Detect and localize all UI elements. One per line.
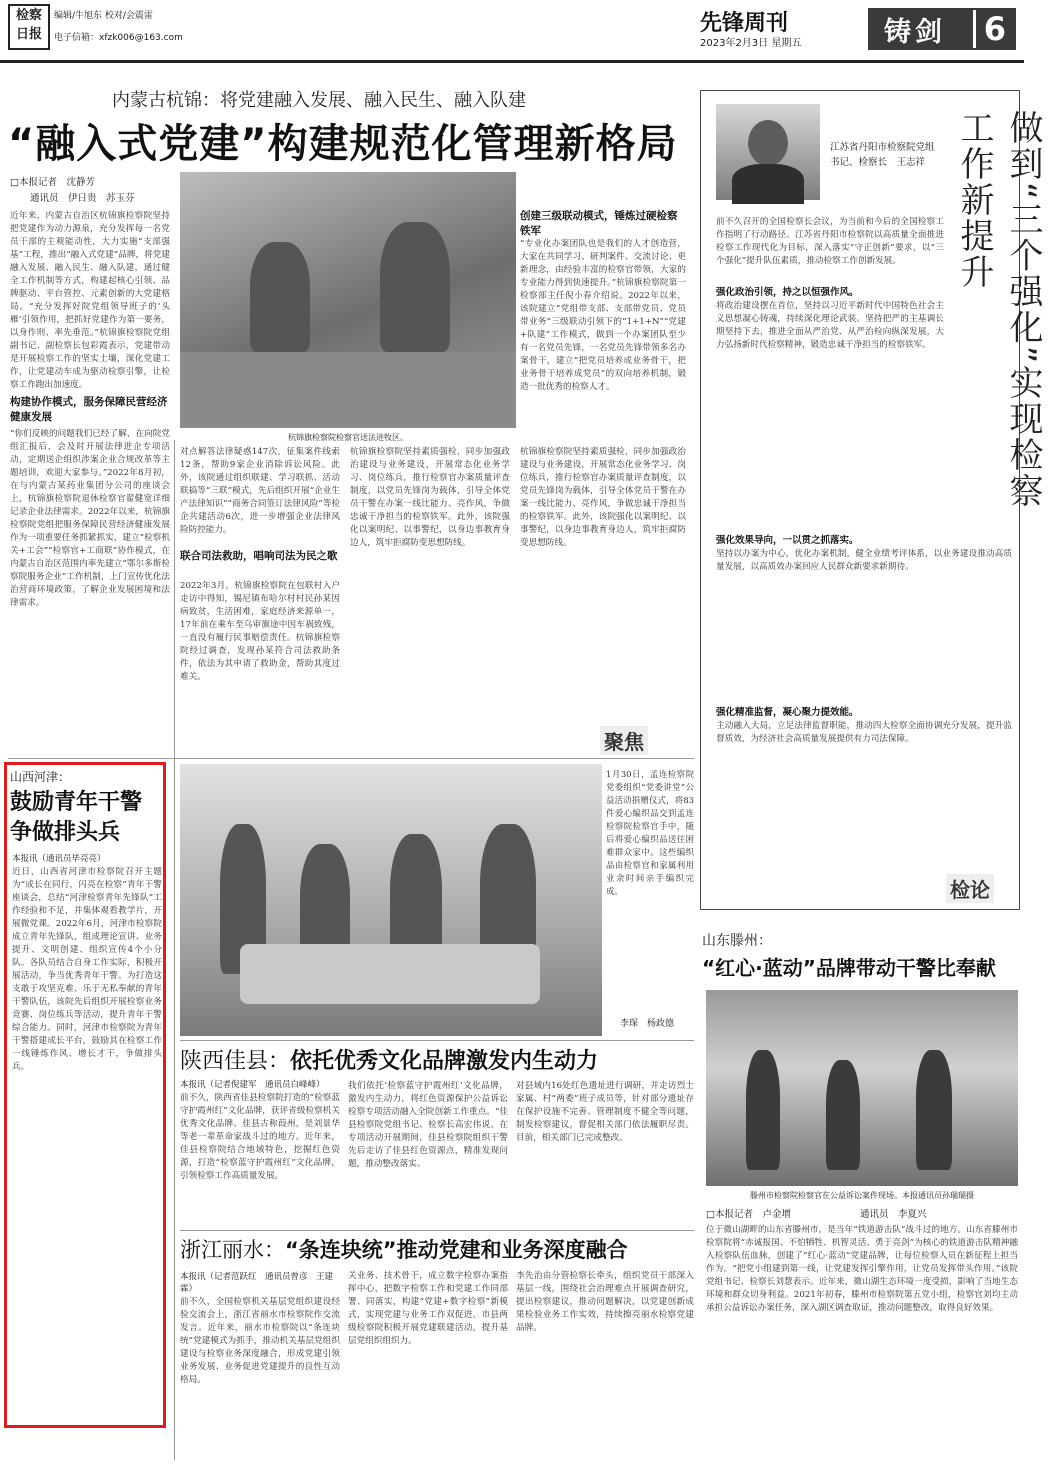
column-name: 铸剑 [884, 16, 946, 48]
commentary-author: 江苏省丹阳市检察院党组书记、检察长 王志祥 [830, 142, 935, 168]
tengzhou-photo [706, 990, 1018, 1186]
hejin-body: 近日，山西省河津市检察院召开主题为“成长在同行，闪亮在检察”青年干警座谈会，总结“河津检察青年先锋队”工作经验和不足，并集体观看教学片，开展微党课。2022年6月，河津市检察院成立青年先锋队，组成理论宣讲、业务提升、文明创建、组织宣传4个小分队。各队员结合自身工作实际，积极开展活动，争当优秀青年干警。为打造这支敢于攻坚克难、乐于无私奉献的青年干警队伍，该院先后组织开展检察业务竞赛、岗位练兵等活动，提升青年干警综合能力。同时，河津市检察院为青年干警搭建成长平台，鼓励其在检察工作一线锤炼作风、增长才干，争做排头兵。 [12, 867, 162, 1072]
lead-body-1: 近年来，内蒙古自治区杭锦旗检察院坚持把党建作为动力源泉，充分发挥每一名党员干部的主观能动性，大力实施“支部强基”工程，推出“融入式党建”品牌，将党建融入发展、融入民生、融入队建，通过健全工作机制等方式，构建起核心引领、品牌驱动、平台管控、元素创新的大党建格局。“充分发挥好院党组领导班子的‘头雁’引领作用，把抓好党建作为第一要务，以身作则、率先垂范。”杭锦旗检察院党组副书记、副检察长包彩霞表示，党建带动是开展检察工作的坚实土壤，深化党建工作，让党建动车成为驱动检察引擎，让检察工作跑出加速度。 [10, 211, 170, 390]
lead-subhead-2: 联合司法救助，唱响司法为民之歌 [180, 550, 338, 562]
jiaxian-headline: 依托优秀文化品牌激发内生动力 [290, 1049, 599, 1074]
jiaxian-body-1: 前不久，陕西省佳县检察院打造的“检察蓝守护霞州红”文化品牌，获评省级检察机关优秀文化品牌。佳县古称葭州，是刘景华等老一辈革命家战斗过的地方。近年来，佳县检察院结合地域特色，挖掘红色资源，打造“检察蓝守护霞州红”文化品牌，引领检察工作高质量发展。 [180, 1093, 340, 1181]
lead-headline: “融入式党建”构建规范化管理新格局 [8, 121, 678, 167]
tengzhou-byline-1: □本报记者 卢金增 [706, 1209, 791, 1220]
lead-body-5: 杭锦旗检察院坚持素质强检，同步加强政治建设与业务建设，开展常态化业务学习、岗位练兵，推行检察官办案质量评查制度，以党员先锋岗为载体，引导全体党员干警在办案一线比能力、亮作风，争做忠诚干净担当的检察铁军。此外，该院强化以案明纪、以事警纪，以身边事教育身边人，筑牢拒腐防变思想防线。 [520, 447, 686, 548]
lead-body-1b: “你们反映的问题我们已经了解，在向院党组汇报后，会及时开展法律进企专项活动，定期送企组织涉案企业合规改革等主题培训，欢迎大家参与。”2022年8月初，在与内蒙古某药业集团分公司的座谈会上，杭锦旗检察院退休检察官翟健宽详细记录企业法律需求。2022年以来，杭锦旗检察院党组把服务保障民营经济健康发展作为一项重要任务抓紧抓实，建立“检察机关+工会”“检察官+工商联”协作模式，在内蒙古自治区范围内率先建立“鄂尔多斯检察院服务企业”工作机制，上门宣传优化法治营商环境政策，了解企业发展困境和法律需求。 [10, 429, 170, 608]
lead-subhead-1: 构建协作模式，服务保障民营经济健康发展 [10, 396, 168, 423]
commentary-lead: 前不久召开的全国检察长会议，为当前和今后的全国检察工作指明了行动路径。江苏省丹阳市检察院以高质量全面推进检察工作现代化为目标，深入落实“守正创新”要求，以“三个强化”提升队伍素质，推动检察工作创新发展。 [716, 217, 944, 266]
section-divider [180, 1040, 694, 1041]
commentary-stamp: 检论 [946, 874, 994, 903]
lead-photo [180, 172, 516, 428]
jiaxian-body-2: 我们依托‘检察蓝守护霞州红’文化品牌，激发内生动力，将红色资源保护公益诉讼检察专项活动融入全院创新工作重点。“佳县检察院党组书记、检察长高宏伟说。在专项活动开展期间，佳县检察院组织干警先后走访了佳县红色资源点，精准发现问题，推动整改落实。 [348, 1081, 508, 1169]
lead-body-2b: 2022年3月，杭锦旗检察院在包联村入户走访中得知，锡尼镇布哈尔村村民孙某因病致贫，生活困难，家庭经济来源单一，17年前在乘车至乌审旗途中因车祸致残，一直没有履行民事赔偿责任。杭锦旗检察院经过调查，发现孙某符合司法救助条件，依法为其申请了救助金，帮助其度过难关。 [180, 581, 340, 682]
jiaxian-headline-row [180, 1044, 700, 1075]
commentary-text-1: 将政治建设摆在首位，坚持以习近平新时代中国特色社会主义思想凝心铸魂，持续深化理论武装。坚持把严的主基调长期坚持下去，推进全面从严治党、从严治检向纵深发展，大力弘扬新时代检察精神，锻造忠诚干净担当的检察铁军。 [716, 301, 944, 350]
commentary-text-2: 坚持以办案为中心，优化办案机制，健全业绩考评体系，以业务建设推动高质量发展，以高质效办案回应人民群众新要求新期待。 [716, 549, 1012, 572]
hejin-headline: 鼓励青年干警争做排头兵 [10, 790, 143, 845]
lishui-body-3: 李先治由分管检察长牵头，组织党员干部深入基层一线，围绕社会治理难点开展调查研究，提出检察建议，推动问题解决，以党建创新成果检验业务工作实效，持续擦亮丽水检察党建品牌。 [516, 1271, 694, 1333]
lead-subhead-3: 创建三级联动模式，锤炼过硬检察铁军 [520, 210, 678, 237]
masthead-left [8, 4, 248, 50]
page-number: 6 [973, 10, 1006, 48]
column-divider [174, 440, 175, 1460]
section-divider [8, 758, 694, 759]
tengzhou-photo-caption: 滕州市检察院检察官在公益诉讼案件现场。本报通讯员孙瑞瑞摄 [750, 1191, 974, 1200]
page-brand [700, 2, 1016, 54]
email-line[interactable]: 电子信箱：xfzk006@163.com [54, 33, 183, 43]
masthead-rule [0, 60, 1024, 63]
newspaper-logo: 检察日报 [8, 4, 50, 50]
focus-stamp: 聚焦 [600, 726, 648, 755]
commentary-sub-3: 强化精准监督，凝心聚力提效能。 [716, 707, 859, 718]
commentary-sub-2: 强化效果导向，一以贯之抓落实。 [716, 535, 859, 546]
tengzhou-byline-2: 通讯员 李夏兴 [860, 1209, 927, 1220]
lead-kicker: 内蒙古杭锦：将党建融入发展、融入民生、融入队建 [112, 90, 526, 111]
editors-line: 编辑/牛旭东 校对/会震雷 [54, 11, 153, 21]
lead-photo-caption: 杭锦旗检察院检察官送法进牧区。 [288, 433, 408, 442]
lead-body-3: 杭锦旗检察院坚持素质强检，同步加强政治建设与业务建设，开展常态化业务学习、岗位练兵，推行检察官办案质量评查制度，以党员先锋岗为载体，引导全体党员干警在办案一线比能力、亮作风，争做忠诚干净担当的检察铁军。此外，该院强化以案明纪、以事警纪，以身边事教育身边人，筑牢拒腐防变思想防线。 [350, 447, 510, 548]
jiaxian-byline: 本报讯（记者倪建军 通讯员白峰峰） [180, 1080, 325, 1090]
tengzhou-body: 位于微山湖畔的山东省滕州市，是当年“铁道游击队”战斗过的地方。山东省滕州市检察院将“赤诚报国、不怕牺牲、机智灵活、勇于亮剑”为核心的铁道游击队精神融入检察队伍血脉，创建了“红心·蓝动”党建品牌，让每位检察人员在新征程上担当作为。“把党小组建到第一线，让党建发挥引擎作用，让党员发挥带头作用。”该院党组书记、检察长刘慧表示。近年来，微山湖生态环境一度受损，影响了当地生态环境和群众切身利益。2021年初春，滕州市检察院第五党小组，检察官刘均主动承担公益诉讼办案任务，深入湖区调查取证，推动问题整改，取得良好效果。 [706, 1225, 1018, 1313]
lishui-headline: “条连块统”推动党建和业务深度融合 [285, 1238, 628, 1262]
hejin-kicker: 山西河津： [10, 770, 71, 784]
column-badge [868, 8, 1016, 50]
commentary-title: 做到“三个强化”实现检察工作新提升 [954, 110, 1043, 510]
feature-photo [180, 764, 602, 1036]
commentary-text-3: 主动融入大局，立足法律监督职能，推动四大检察全面协调充分发展，提升监督质效，为经济社会高质量发展提供有力司法保障。 [716, 721, 1012, 744]
section-name: 先锋周刊 [700, 11, 789, 36]
commentary-sub-1: 强化政治引领，持之以恒强作风。 [716, 287, 859, 298]
section-divider [180, 1230, 694, 1231]
tengzhou-headline: “红心·蓝动”品牌带动干警比奉献 [702, 956, 996, 980]
lishui-byline: 本报讯（记者范跃红 通讯员曾彦 王建霖） [180, 1272, 334, 1294]
feature-credit: 李琛 杨政德 [620, 1019, 675, 1029]
issue-date: 2023年2月3日 星期五 [700, 38, 802, 49]
lead-body-2: 对点解答法律疑惑147次，征集案件线索12条，帮助9家企业消除诉讼风险。此外，该院通过组织联建、学习联抓、活动联搞等“三联”模式，先后组织开展“企业生产法律知识”“商务合同签订法律风险”等检企共建活动6次，进一步增强企业法律风险防控能力。 [180, 447, 340, 535]
author-portrait [716, 104, 820, 200]
lishui-headline-row [180, 1234, 700, 1264]
lead-body-4: “专业化办案团队也是我们的人才创造营，大家在共同学习、研判案件、交流讨论、更新理念，由经验丰富的检察官带领，大家的专业能力得到快速提升。”杭锦旗检察院第一检察部主任倪小春介绍说。2022年以来，该院建立“党组带支部、支部带党员、党员带业务”三级联动引领下的“1+1+N”“党建+队建”工作模式，做到一个办案团队至少有一名党员先锋，一名党员先锋带领多名办案骨干，建立“把党员培养成业务骨干，把业务骨干培养成党员”的双向培养机制，锻造一批优秀的检察人才。 [520, 239, 686, 392]
tengzhou-kicker: 山东滕州： [702, 933, 772, 949]
lead-byline-2: 通讯员 伊日贵 苏玉芬 [30, 193, 135, 204]
lishui-body-2: 关业务、技术骨干，成立数字检察办案指挥中心，把数字检察工作和党建工作同部署、同落实，构建“党建+数字检察”新模式，实现党建与业务工作双促进。市县两级检察院积极开展党建联建活动，提升基层党组织组织力。 [348, 1271, 508, 1346]
lishui-kicker: 浙江丽水： [180, 1238, 285, 1262]
lead-byline-1: □本报记者 沈静芳 [10, 177, 95, 188]
lishui-body-1: 前不久，全国检察机关基层党组织建设经验交流会上，浙江省丽水市检察院作交流发言。近年来，丽水市检察院以“条连块统”党建模式为抓手，推动机关基层党组织建设与检察业务深度融合，形成党建引领业务发展、业务促进党建提升的良性互动格局。 [180, 1297, 340, 1385]
hejin-byline: 本报讯（通讯员毕亮亮） [12, 854, 106, 864]
jiaxian-body-3: 对县域内16处红色遗址进行调研，并走访烈士家属、村“两委”班子成员等，针对部分遗址存在保护设施不完善、管理制度不健全等问题，制发检察建议，督促相关部门依法履职尽责。目前，相关部门已完成整改。 [516, 1081, 694, 1143]
feature-caption: 1月30日，孟连检察院党委组织“党委讲堂”公益活动捐赠仪式，将83件爱心编织品交到孟连检察院检察官手中，随后将爱心编织品送往困难群众家中。这些编织品由检察官和家属利用业余时间亲手编织完成。 [606, 769, 694, 896]
jiaxian-kicker: 陕西佳县： [180, 1049, 291, 1074]
